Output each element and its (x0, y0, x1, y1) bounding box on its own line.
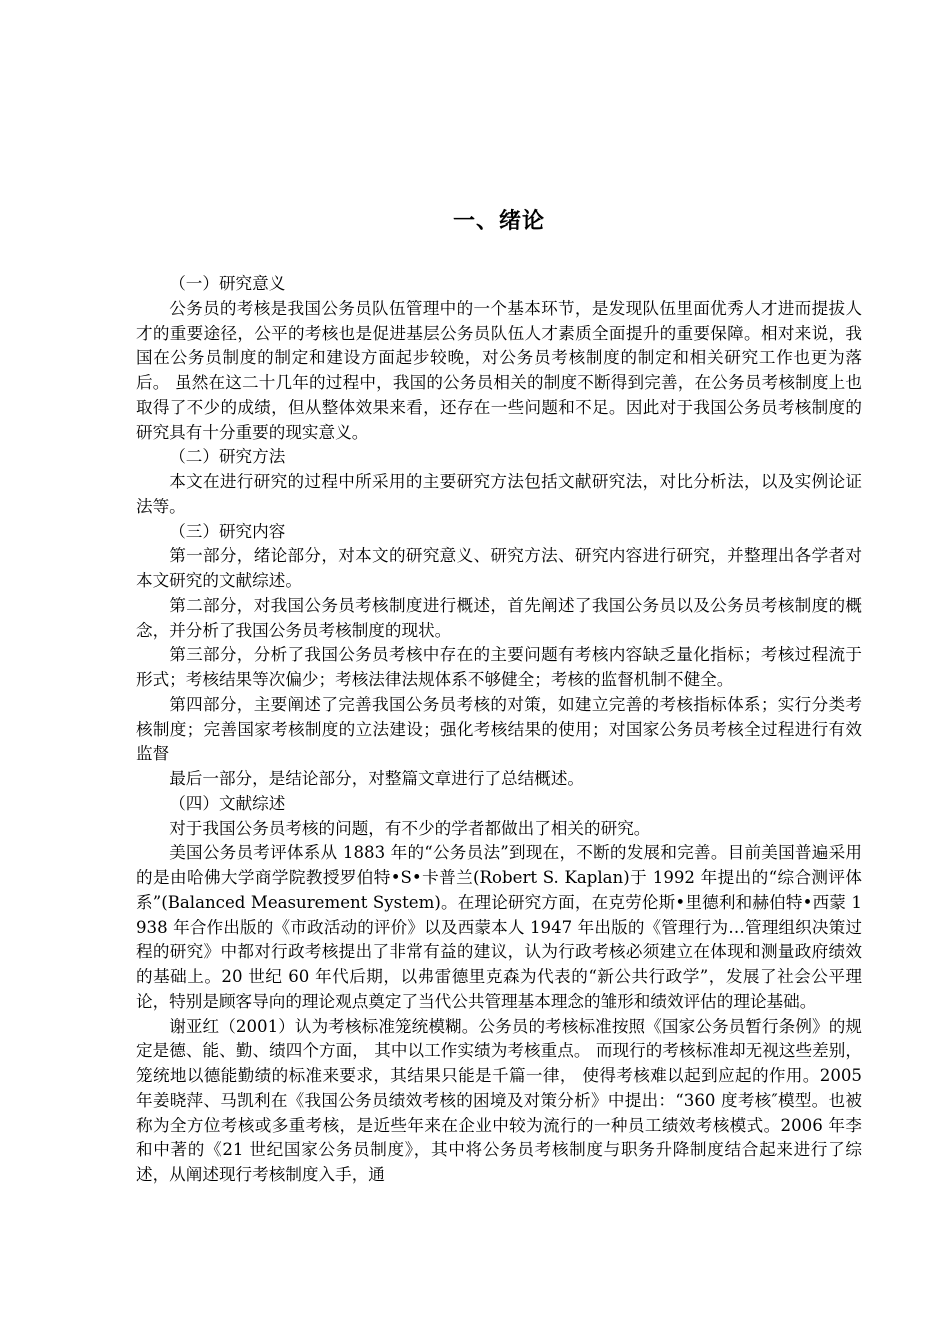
section-heading-research-methods: （二）研究方法 (169, 447, 286, 467)
paragraph-literature-intro: 对于我国公务员考核的问题，有不少的学者都做出了相关的研究。 (169, 818, 651, 838)
paragraph-part-one: 第一部分，绪论部分，对本文的研究意义、研究方法、研究内容进行研究，并整理出各学者对本文研究的文献综述。 (136, 546, 862, 590)
paragraph-us-evaluation-system: 美国公务员考评体系从 1883 年的“公务员法”到现在，不断的发展和完善。目前美国普遍采用的是由哈佛大学商学院教授罗伯特•S•卡普兰(Robert S. Kaplan)于 1992 年提出的“综合测评体系”(Balanced Measurement System)。在理论研究方面，在克劳伦斯•里德利和赫伯特•西蒙 1938 年合作出版的《市政活动的评价》以及西蒙本人 1947 年出版的《管理行为…管理组织决策过程的研究》中都对行政考核提出了非常有益的建议，认为行政考核必须建立在体现和测量政府绩效的基础上。20 世纪 60 年代后期，以弗雷德里克森为代表的“新公共行政学”，发展了社会公平理论，特别是顾客导向的理论观点奠定了当代公共管理基本理念的雏形和绩效评估的理论基础。 (136, 843, 862, 1011)
section-heading-research-significance: （一）研究意义 (169, 274, 286, 293)
paragraph-part-three: 第三部分，分析了我国公务员考核中存在的主要问题有考核内容缺乏量化指标；考核过程流于形式；考核结果等次偏少；考核法律法规体系不够健全；考核的监督机制不健全。 (136, 645, 862, 689)
section-heading-research-content: （三）研究内容 (169, 521, 286, 541)
body-text (136, 272, 862, 1188)
paragraph-part-four: 第四部分，主要阐述了完善我国公务员考核的对策，如建立完善的考核指标体系；实行分类考核制度；完善国家考核制度的立法建设；强化考核结果的使用；对国家公务员考核全过程进行有效监督 (136, 694, 862, 764)
paragraph-part-two: 第二部分，对我国公务员考核制度进行概述，首先阐述了我国公务员以及公务员考核制度的概念，并分析了我国公务员考核制度的现状。 (136, 595, 862, 640)
chapter-title: 一、绪论 (452, 208, 545, 234)
paragraph-domestic-scholars: 谢亚红（2001）认为考核标准笼统模糊。公务员的考核标准按照《国家公务员暂行条例》的规定是德、能、勤、绩四个方面， 其中以工作实绩为考核重点。 而现行的考核标准却无视这些差别， 笼统地以德能勤绩的标准来要求，其结果只能是千篇一律， 使得考核难以起到应起的作用。2005 年姜晓萍、马凯利在《我国公务员绩效考核的困境及对策分析》中提出：“360 度考核″模型。也被称为全方位考核或多重考核，是近些年来在企业中较为流行的一种员工绩效考核模式。2006 年李和中著的《21 世纪国家公务员制度》，其中将公务员考核制度与职务升降制度结合起来进行了综述，从阐述现行考核制度入手，通 (136, 1016, 862, 1184)
paragraph-research-significance: 公务员的考核是我国公务员队伍管理中的一个基本环节，是发现队伍里面优秀人才进而提拔人才的重要途径，公平的考核也是促进基层公务员队伍人才素质全面提升的重要保障。相对来说，我国在公务员制度的制定和建设方面起步较晚，对公务员考核制度的制定和相关研究工作也更为落后。 虽然在这二十几年的过程中，我国的公务员相关的制度不断得到完善，在公务员考核制度上也取得了不少的成绩，但从整体效果来看，还存在一些问题和不足。因此对于我国公务员考核制度的研究具有十分重要的现实意义。 (136, 298, 862, 442)
paragraph-research-methods: 本文在进行研究的过程中所采用的主要研究方法包括文献研究法，对比分析法，以及实例论证法等。 (136, 472, 862, 516)
section-heading-literature-review: （四）文献综述 (169, 793, 286, 813)
paragraph-final-part: 最后一部分，是结论部分，对整篇文章进行了总结概述。 (169, 769, 585, 788)
